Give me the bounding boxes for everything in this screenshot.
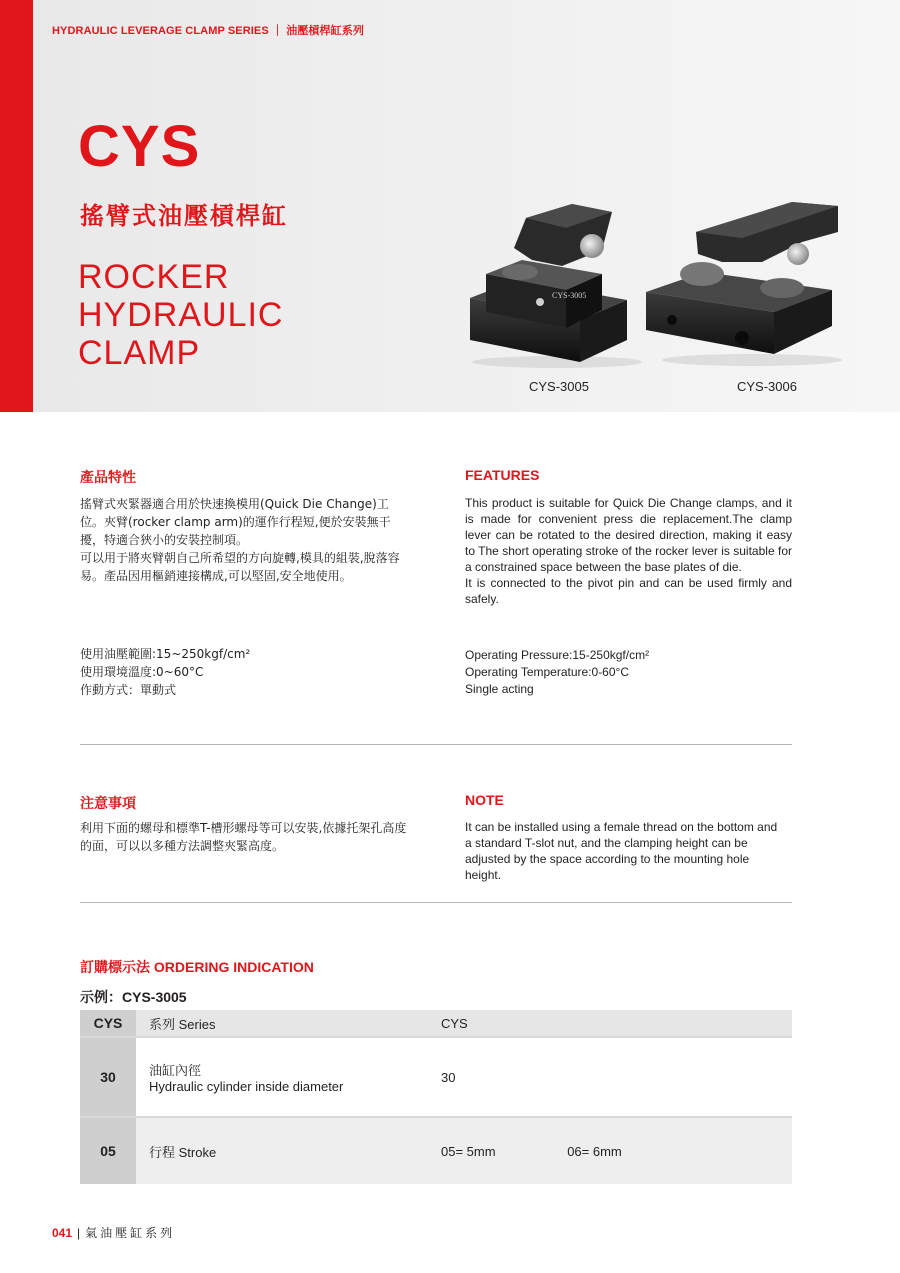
value: 05= 5mm	[441, 1143, 496, 1159]
desc-cell	[136, 1117, 441, 1184]
spec-acting-cn: 作動方式：單動式	[80, 683, 177, 697]
spec-pressure-en: Operating Pressure:15-250kgf/cm²	[465, 648, 650, 662]
specs-cn	[80, 645, 380, 699]
note-body-en: It can be installed using a female thread on the bottom and a standard T-slot nut, and the clamping height can be adjusted by the space according to the mounting hole height.	[465, 820, 778, 882]
specs-en	[465, 647, 785, 698]
page-footer	[52, 1224, 175, 1241]
note-heading-en: NOTE	[465, 792, 504, 808]
code-cell: CYS	[80, 1010, 136, 1037]
note-body-cn: 利用下面的螺母和標準T-槽形螺母等可以安裝,依據托架孔高度的面，可以以多種方法調整夾緊高度。	[80, 821, 407, 853]
features-body-en: This product is suitable for Quick Die Change clamps, and it is made for convenient press die replacement.The clamp lever can be rotated to the desired direction, making it easy to The short operating stroke of the rocker lever is suitable for a constrained space between the base plates of die. It is connected to the pivot pin and can be used firmly and safely.	[465, 496, 792, 606]
desc-cn: 系列 Series	[149, 1016, 216, 1032]
value: CYS	[441, 1015, 468, 1031]
value-cell	[441, 1010, 792, 1037]
product-title-en	[78, 258, 438, 372]
value-cell	[441, 1117, 792, 1184]
spec-pressure-cn: 使用油壓範圍:15~250kgf/cm²	[80, 647, 251, 661]
ordering-title: 訂購標示法 ORDERING INDICATION	[80, 959, 314, 975]
value-cell	[441, 1037, 792, 1117]
divider	[80, 744, 792, 745]
table-row	[80, 1037, 792, 1117]
caption-cys-3005: CYS-3005	[529, 379, 589, 394]
ordering-example: 示例：CYS-3005	[80, 989, 187, 1005]
code-cell: 05	[80, 1117, 136, 1184]
value-option-2: 06= 6mm	[567, 1143, 622, 1159]
desc-cn: 油缸內徑	[149, 1063, 202, 1078]
desc-cell	[136, 1010, 441, 1037]
spec-acting-en: Single acting	[465, 682, 534, 696]
code-cell: 30	[80, 1037, 136, 1117]
desc-cn: 行程 Stroke	[149, 1144, 217, 1160]
product-title-en-line2: CLAMP	[78, 334, 201, 372]
product-engraving: CYS-3005	[552, 291, 587, 300]
product-title-en-line1: ROCKER HYDRAULIC	[78, 258, 284, 334]
product-title-cn: 搖臂式油壓槓桿缸	[80, 202, 288, 230]
desc-en: Hydraulic cylinder inside diameter	[149, 1079, 344, 1094]
ordering-table	[80, 1010, 792, 1184]
product-image-cys-3005	[462, 190, 642, 370]
table-row	[80, 1117, 792, 1184]
caption-cys-3006: CYS-3006	[737, 379, 797, 394]
features-heading-cn: 產品特性	[80, 469, 136, 485]
table-row	[80, 1010, 792, 1037]
divider	[80, 902, 792, 903]
spec-temperature-en: Operating Temperature:0-60°C	[465, 665, 629, 679]
spec-temperature-cn: 使用環境溫度:0~60°C	[80, 665, 204, 679]
series-header: HYDRAULIC LEVERAGE CLAMP SERIES ｜ 油壓槓桿缸系列	[52, 25, 364, 37]
note-heading-cn: 注意事項	[80, 795, 136, 811]
footer-series: 氣油壓缸系列	[85, 1226, 176, 1240]
page-number: 041	[52, 1226, 73, 1240]
features-body-cn: 搖臂式夾緊器適合用於快速換模用(Quick Die Change)工位。夾臂(rocker clamp arm)的運作行程短,便於安裝無干擾，特適合狹小的安裝控制項。 可以用于將夾臂朝自己所希望的方向旋轉,模具的組裝,脫落容易。產品因用樞銷連接構成,可以堅固,安全地使用。	[80, 497, 400, 583]
footer-separator: |	[77, 1226, 81, 1240]
product-image-cys-3006	[642, 192, 847, 367]
value: 30	[441, 1069, 456, 1085]
red-side-bar	[0, 0, 33, 412]
desc-cell	[136, 1037, 441, 1117]
model-title: CYS	[78, 114, 201, 179]
features-heading-en: FEATURES	[465, 467, 540, 483]
